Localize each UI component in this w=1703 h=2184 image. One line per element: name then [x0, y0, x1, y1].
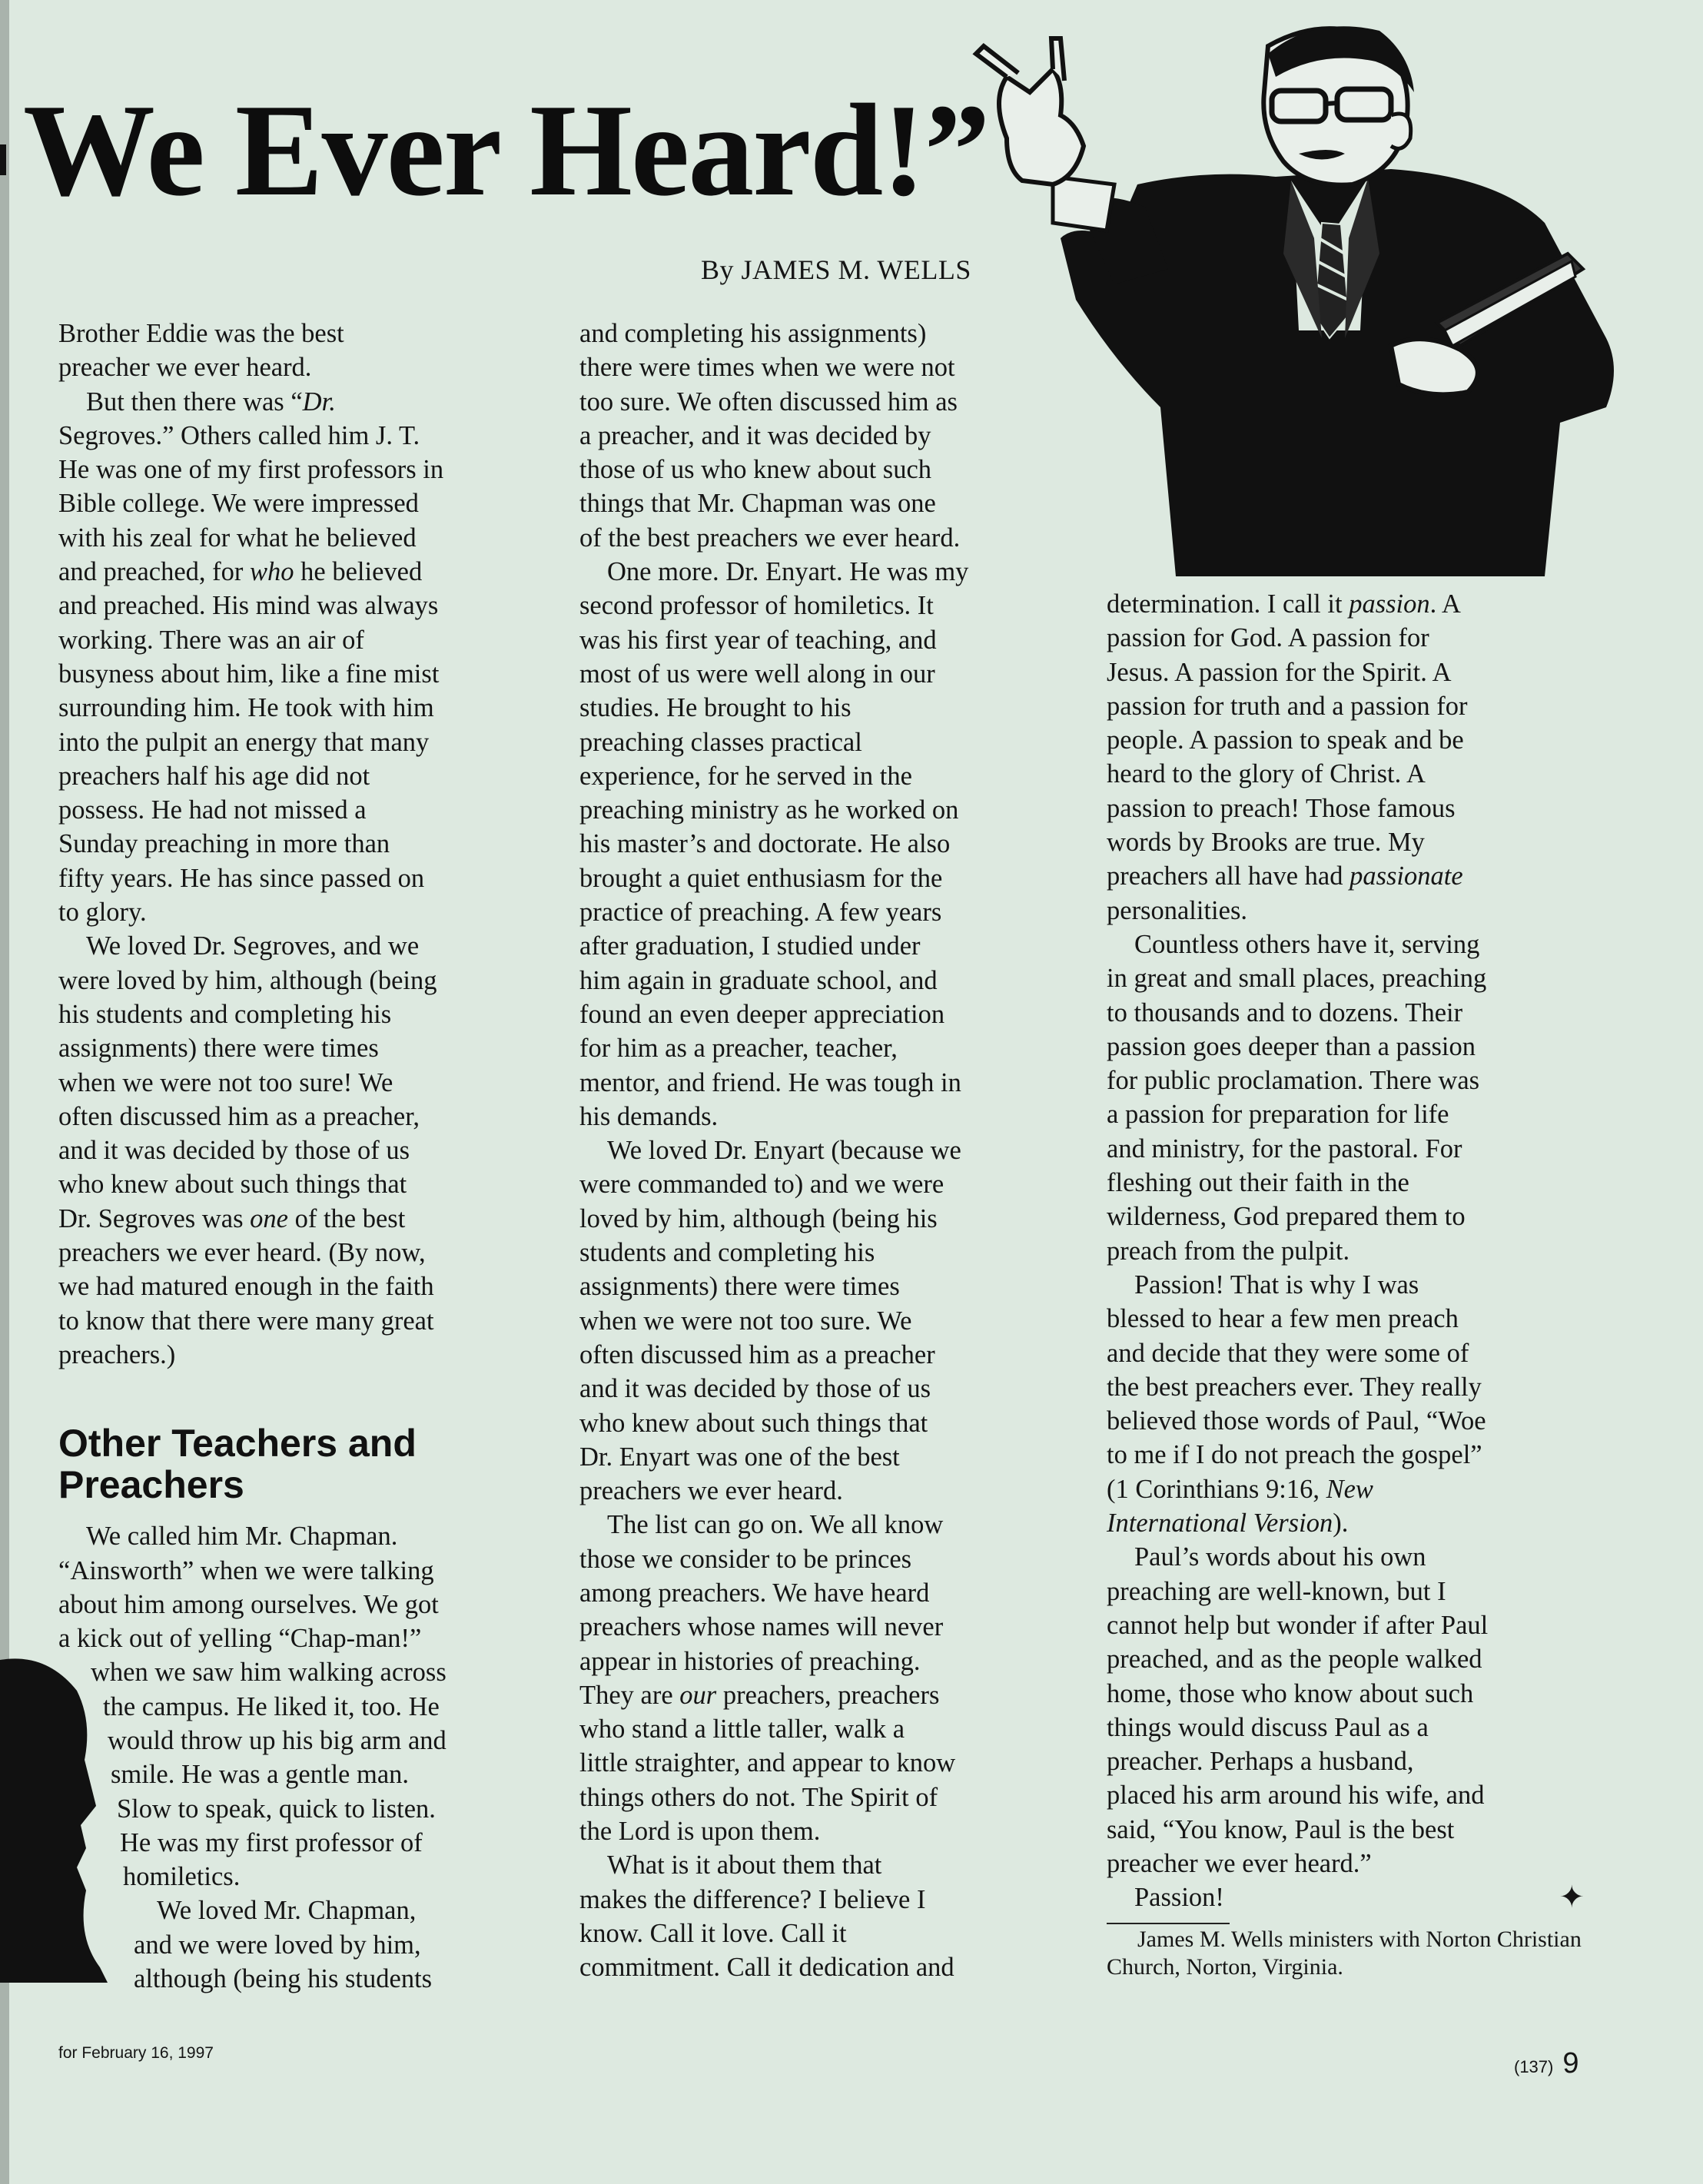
text-line: we had matured enough in the faith	[58, 1272, 434, 1302]
text-line: preachers we ever heard.	[579, 1476, 843, 1506]
closing-line	[1107, 1880, 1598, 1914]
text-line: students and completing his	[579, 1238, 875, 1268]
text-line: too sure. We often discussed him as	[579, 387, 958, 417]
text-line: things others do not. The Spirit of	[579, 1782, 938, 1812]
page-number: 9	[1562, 2047, 1579, 2079]
col3-lines	[1107, 587, 1598, 1880]
text-line: to thousands and to dozens. Their	[1107, 997, 1463, 1027]
text-line: He was one of my first professors in	[58, 455, 444, 485]
text-line: Passion! That is why I was	[1134, 1270, 1419, 1299]
preacher-head	[1263, 26, 1414, 184]
col1b-lines	[58, 1519, 550, 1996]
text-line: possess. He had not missed a	[58, 795, 367, 825]
text-line: a kick out of yelling “Chap-man!”	[58, 1624, 422, 1654]
text-line: his master’s and doctorate. He also	[579, 829, 951, 859]
text-line: would throw up his big arm and	[108, 1725, 446, 1755]
issue-date: for February 16, 1997	[58, 2044, 214, 2062]
text-line: to glory.	[58, 898, 147, 928]
text-line: his demands.	[579, 1101, 719, 1131]
text-line: smile. He was a gentle man.	[111, 1760, 410, 1790]
text-line: preaching are well-known, but I	[1107, 1576, 1446, 1606]
text-line: into the pulpit an energy that many	[58, 727, 430, 757]
text-line: One more. Dr. Enyart. He was my	[607, 557, 969, 587]
text-column-1	[58, 317, 550, 1996]
text-line: practice of preaching. A few years	[579, 898, 942, 928]
text-line: and it was decided by those of us	[579, 1374, 931, 1404]
text-line: after graduation, I studied under	[579, 931, 921, 961]
text-line: passion for God. A passion for	[1107, 623, 1429, 653]
text-line: often discussed him as a preacher,	[58, 1101, 420, 1131]
text-line: cannot help but wonder if after Paul	[1107, 1610, 1489, 1640]
page-edge-mark	[0, 144, 6, 175]
text-line: people. A passion to speak and be	[1107, 725, 1464, 755]
text-line: preaching classes practical	[579, 727, 862, 757]
text-line: mentor, and friend. He was tough in	[579, 1067, 961, 1097]
text-line: often discussed him as a preacher	[579, 1339, 935, 1369]
bio-rule	[1107, 1923, 1230, 1924]
text-line: preached, and as the people walked	[1107, 1645, 1482, 1675]
text-line: him again in graduate school, and	[579, 965, 938, 995]
text-line: for public proclamation. There was	[1107, 1066, 1480, 1096]
text-line: second professor of homiletics. It	[579, 591, 934, 621]
text-line: preach from the pulpit.	[1107, 1236, 1350, 1266]
text-line: What is it about them that	[607, 1850, 882, 1880]
text-line: his students and completing his	[58, 999, 392, 1029]
text-line: surrounding him. He took with him	[58, 693, 434, 723]
text-line: when we were not too sure. We	[579, 1306, 912, 1336]
text-line: preachers all have had passionate	[1107, 861, 1463, 891]
text-line: when we were not too sure! We	[58, 1067, 393, 1097]
text-line: Sunday preaching in more than	[58, 829, 390, 859]
text-line: (1 Corinthians 9:16, New	[1107, 1474, 1373, 1504]
text-line: and decide that they were some of	[1107, 1338, 1469, 1368]
text-line: the Lord is upon them.	[579, 1817, 821, 1847]
text-line: We loved Mr. Chapman,	[157, 1896, 417, 1926]
section-subhead: Other Teachers and Preachers	[58, 1422, 417, 1507]
text-line: homiletics.	[123, 1862, 241, 1892]
text-line: and preached. His mind was always	[58, 591, 439, 621]
text-line: preachers.)	[58, 1339, 176, 1369]
text-line: Bible college. We were impressed	[58, 489, 419, 519]
text-line: and completing his assignments)	[579, 319, 927, 348]
text-line: preachers half his age did not	[58, 761, 370, 791]
text-line: in great and small places, preaching	[1107, 964, 1487, 994]
text-line: studies. He brought to his	[579, 693, 852, 723]
text-line: We loved Dr. Segroves, and we	[86, 931, 420, 961]
text-line: placed his arm around his wife, and	[1107, 1781, 1485, 1811]
text-line: We loved Dr. Enyart (because we	[607, 1136, 961, 1166]
text-line: preaching ministry as he worked on	[579, 795, 959, 825]
text-line: when we saw him walking across	[91, 1658, 446, 1688]
text-line: He was my first professor of	[120, 1827, 423, 1857]
text-line: experience, for he served in the	[579, 761, 912, 791]
text-line: determination. I call it passion. A	[1107, 589, 1461, 619]
text-line: busyness about him, like a fine mist	[58, 659, 440, 689]
text-line: who knew about such things that	[579, 1408, 928, 1438]
text-line: the best preachers ever. They really	[1107, 1372, 1482, 1402]
text-line: Countless others have it, serving	[1134, 929, 1480, 959]
text-line: Slow to speak, quick to listen.	[117, 1794, 436, 1824]
text-line: appear in histories of preaching.	[579, 1646, 921, 1676]
text-line: with his zeal for what he believed	[58, 523, 417, 553]
text-line: heard to the glory of Christ. A	[1107, 759, 1426, 789]
text-line: little straighter, and appear to know	[579, 1748, 956, 1778]
text-line: personalities.	[1107, 895, 1247, 925]
text-line: those of us who knew about such	[579, 455, 932, 485]
text-line: among preachers. We have heard	[579, 1578, 930, 1608]
text-line: words by Brooks are true. My	[1107, 828, 1425, 858]
page-code: (137)	[1514, 2057, 1554, 2076]
pointing-hand	[976, 38, 1084, 184]
text-line: a passion for preparation for life	[1107, 1100, 1449, 1130]
text-line: and preached, for who he believed	[58, 557, 423, 587]
text-line: the campus. He liked it, too. He	[103, 1691, 440, 1721]
text-line: there were times when we were not	[579, 353, 955, 383]
text-line: things would discuss Paul as a	[1107, 1712, 1429, 1742]
text-line: working. There was an air of	[58, 625, 364, 655]
text-line: They are our preachers, preachers	[579, 1680, 940, 1710]
text-line: those we consider to be princes	[579, 1544, 912, 1574]
article-headline: We Ever Heard!”	[23, 78, 989, 224]
author-bio: James M. Wells ministers with Norton Christian Church, Norton, Virginia.	[1107, 1926, 1582, 1980]
text-line: said, “You know, Paul is the best	[1107, 1814, 1455, 1844]
folio	[1514, 2047, 1579, 2080]
text-line: to know that there were many great	[58, 1306, 434, 1336]
text-line: and ministry, for the pastoral. For	[1107, 1133, 1462, 1163]
text-line: home, those who know about such	[1107, 1678, 1474, 1708]
text-line: brought a quiet enthusiasm for the	[579, 863, 943, 893]
text-line: passion to preach! Those famous	[1107, 793, 1456, 823]
text-line: preachers we ever heard. (By now,	[58, 1238, 426, 1268]
text-line: Paul’s words about his own	[1134, 1542, 1426, 1572]
text-line: preachers whose names will never	[579, 1612, 944, 1642]
text-line: preacher we ever heard.”	[1107, 1848, 1372, 1878]
text-line: The list can go on. We all know	[607, 1510, 944, 1540]
text-line: and we were loved by him,	[134, 1930, 421, 1960]
text-line: for him as a preacher, teacher,	[579, 1034, 898, 1064]
text-column-3	[1107, 587, 1598, 1981]
text-line: International Version).	[1107, 1509, 1349, 1538]
text-line: to me if I do not preach the gospel”	[1107, 1440, 1482, 1470]
text-line: Dr. Enyart was one of the best	[579, 1442, 900, 1472]
text-line: commitment. Call it dedication and	[579, 1953, 954, 1983]
text-line: about him among ourselves. We got	[58, 1589, 439, 1619]
col2-lines	[579, 317, 1071, 1985]
text-line: blessed to hear a few men preach	[1107, 1304, 1459, 1334]
text-line: “Ainsworth” when we were talking	[58, 1555, 434, 1585]
text-line: fifty years. He has since passed on	[58, 863, 425, 893]
closing-word: Passion!	[1134, 1883, 1224, 1913]
text-line: were loved by him, although (being	[58, 965, 437, 995]
text-line: were commanded to) and we were	[579, 1170, 944, 1200]
text-column-2	[579, 317, 1071, 1985]
text-line: fleshing out their faith in the	[1107, 1168, 1409, 1198]
text-line: a preacher, and it was decided by	[579, 420, 931, 450]
text-line: preacher. Perhaps a husband,	[1107, 1747, 1414, 1777]
article-byline: By JAMES M. WELLS	[701, 254, 971, 285]
text-line: Dr. Segroves was one of the best	[58, 1203, 406, 1233]
text-line: assignments) there were times	[58, 1034, 379, 1064]
preacher-body	[1053, 169, 1614, 576]
text-line: most of us were well along in our	[579, 659, 935, 689]
text-line: makes the difference? I believe I	[579, 1884, 926, 1914]
text-line: believed those words of Paul, “Woe	[1107, 1406, 1486, 1436]
text-line: loved by him, although (being his	[579, 1203, 938, 1233]
text-line: We called him Mr. Chapman.	[86, 1522, 398, 1552]
text-line: although (being his students	[134, 1964, 433, 1994]
text-line: preacher we ever heard.	[58, 353, 312, 383]
text-line: who stand a little taller, walk a	[579, 1714, 905, 1744]
text-line: passion goes deeper than a passion	[1107, 1031, 1476, 1061]
text-line: was his first year of teaching, and	[579, 625, 937, 655]
text-line: Segroves.” Others called him J. T.	[58, 420, 420, 450]
text-line: and it was decided by those of us	[58, 1136, 410, 1166]
text-line: But then there was “Dr.	[86, 387, 336, 417]
text-line: of the best preachers we ever heard.	[579, 523, 961, 553]
text-line: Jesus. A passion for the Spirit. A	[1107, 657, 1452, 687]
text-line: things that Mr. Chapman was one	[579, 489, 936, 519]
end-mark-icon: ✦	[1559, 1880, 1585, 1915]
text-line: passion for truth and a passion for	[1107, 691, 1468, 721]
text-line: found an even deeper appreciation	[579, 999, 945, 1029]
text-line: Brother Eddie was the best	[58, 319, 344, 348]
col1-lines	[58, 317, 550, 1372]
text-line: wilderness, God prepared them to	[1107, 1202, 1466, 1232]
text-line: know. Call it love. Call it	[579, 1918, 847, 1948]
text-line: who knew about such things that	[58, 1170, 407, 1200]
text-line: assignments) there were times	[579, 1272, 900, 1302]
